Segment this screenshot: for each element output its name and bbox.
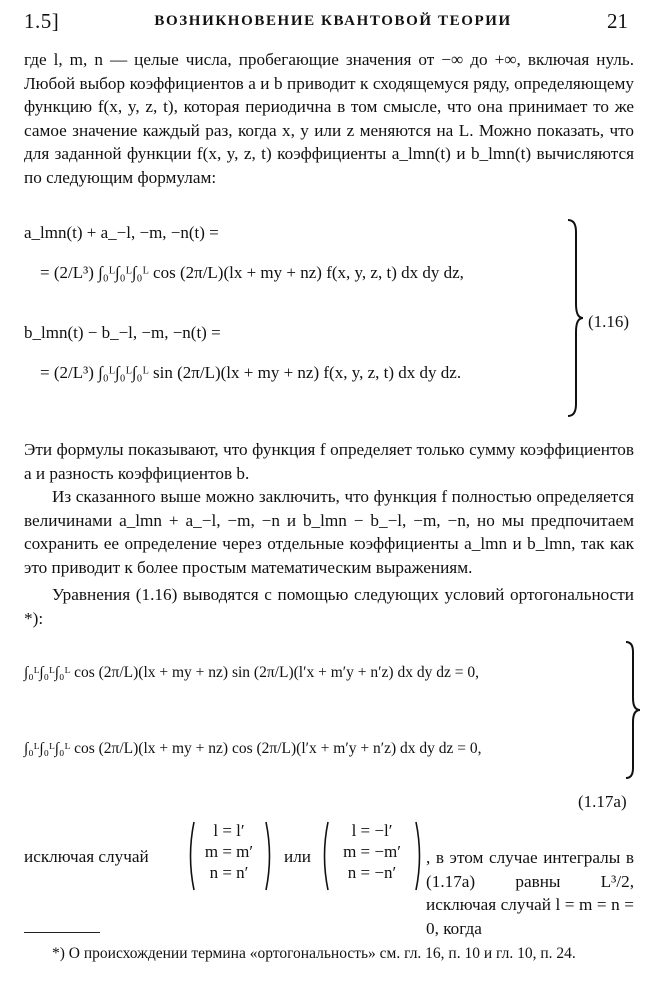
footnote-rule [24,932,100,933]
page-header [24,8,628,34]
text-except-case: исключая случай [24,847,149,866]
eq-1-16-line1: a_lmn(t) + a_−l, −m, −n(t) = [24,223,219,242]
eq-tag-1-17a: (1.17a) [578,792,627,811]
eq-tag-1-16: (1.16) [588,312,630,331]
eq-1-17a-line2: ∫₀ᴸ∫₀ᴸ∫₀ᴸ cos (2π/L)(lx + my + nz) cos (2π/L)(l′x + m′y + n′z) dx dy dz = 0, [24,740,482,757]
right-paren-case2 [414,820,424,892]
paragraph-3: Из сказанного выше можно заключить, что функция f полностью определяется величинами a_lmn + a_−l, −m, −n и b_lmn − b_−l, −m, −n, но мы предпочитаем сохранить ее определение через отдельные коэффициенты a_lmn и b_lmn, так как это приводит к более простым математическим выражениям. [24,487,634,577]
eq-1-17a-line1: ∫₀ᴸ∫₀ᴸ∫₀ᴸ cos (2π/L)(lx + my + nz) sin (2π/L)(l′x + m′y + n′z) dx dy dz = 0, [24,664,479,681]
eq-1-16-line3: b_lmn(t) − b_−l, −m, −n(t) = [24,323,221,342]
section-number: 1.5] [24,8,60,33]
right-paren-case1 [264,820,274,892]
text-or: или [284,847,311,866]
text-after-case: , в этом случае интегралы в (1.17a) равны L³/2, исключая случай l = m = n = 0, когда [426,848,634,938]
page-number: 21 [606,8,628,33]
case1-matrix: l = l′ m = m′ n = n′ [204,821,254,882]
eq-1-16-line2: = (2/L³) ∫₀ᴸ∫₀ᴸ∫₀ᴸ cos (2π/L)(lx + my + nz) f(x, y, z, t) dx dy dz, [40,263,464,282]
case2-matrix: l = −l′ m = −m′ n = −n′ [343,821,401,882]
paragraph-4: Уравнения (1.16) выводятся с помощью следующих условий ортогональности *): [24,585,634,628]
running-title: ВОЗНИКНОВЕНИЕ КВАНТОВОЙ ТЕОРИИ [154,12,512,29]
footnote: *) О происхождении термина «ортогональность» см. гл. 16, п. 10 и гл. 10, п. 24. [52,945,576,962]
paragraph-intro: где l, m, n — целые числа, пробегающие значения от −∞ до +∞, включая нуль. Любой выбор коэффициентов a и b приводит к сходящемуся ряду, определяющему функцию f(x, y, z, t), которая периодична в том смысле, что она принимает то же самое значение каждый раз, когда x, y или z меняются на L. Можно показать, что для заданной функции f(x, y, z, t) коэффициенты a_lmn(t) и b_lmn(t) вычисляются по следующим формулам: [24,50,634,187]
paragraph-2: Эти формулы показывают, что функция f определяет только сумму коэффициентов a и разность коэффициентов b. [24,440,634,483]
right-brace-1-17a [624,640,642,780]
right-brace-1-16 [566,218,584,418]
left-paren-case2 [320,820,330,892]
left-paren-case1 [186,820,196,892]
eq-1-16-line4: = (2/L³) ∫₀ᴸ∫₀ᴸ∫₀ᴸ sin (2π/L)(lx + my + nz) f(x, y, z, t) dx dy dz. [40,363,462,382]
